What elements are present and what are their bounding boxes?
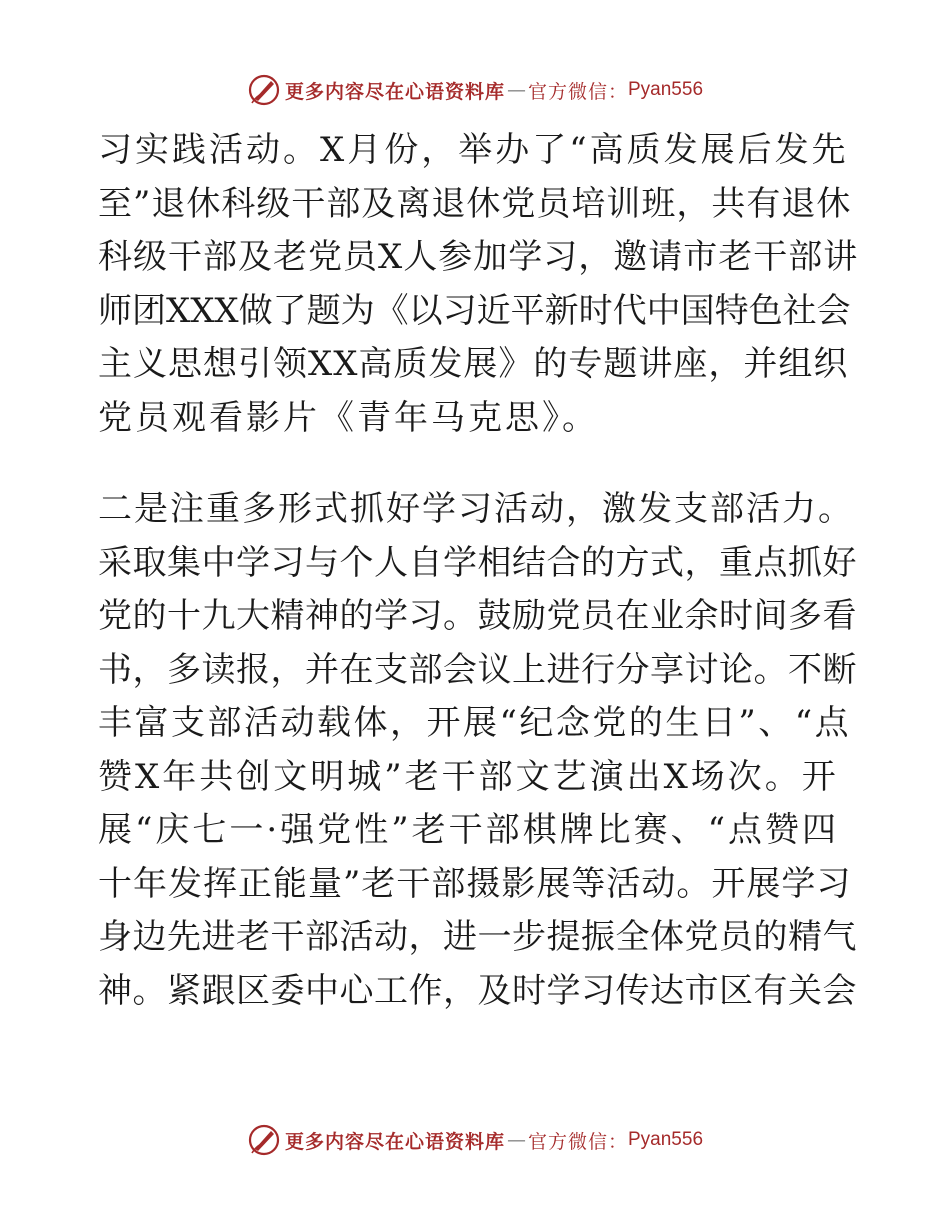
footer-banner bbox=[0, 1120, 950, 1160]
banner-wechat-label: 官方微信： bbox=[527, 80, 628, 103]
header-banner bbox=[0, 70, 950, 110]
text-line: 神。紧跟区委中心工作，及时学习传达市区有关会 bbox=[98, 970, 857, 1011]
quill-logo-icon bbox=[247, 73, 281, 107]
banner-title: 更多内容尽在心语资料库 bbox=[284, 1130, 505, 1153]
banner-separator: — bbox=[506, 79, 526, 101]
text-line: 党员观看影片《青年马克思》。 bbox=[98, 397, 599, 438]
banner-wechat-id: Pyan556 bbox=[628, 79, 704, 100]
text-line: 赞X年共创文明城”老干部文艺演出X场次。开 bbox=[98, 756, 839, 797]
text-line: 十年发挥正能量”老干部摄影展等活动。开展学习 bbox=[98, 863, 852, 904]
text-line: 丰富支部活动载体，开展“纪念党的生日”、“点 bbox=[98, 703, 852, 743]
banner-separator: — bbox=[506, 1129, 526, 1151]
text-line: 党的十九大精神的学习。鼓励党员在业余时间多看 bbox=[98, 596, 857, 636]
text-line: 采取集中学习与个人自学相结合的方式，重点抓好 bbox=[98, 542, 857, 583]
quill-logo-icon bbox=[247, 1123, 281, 1157]
text-line: 展“庆七一·强党性”老干部棋牌比赛、“点赞四 bbox=[98, 810, 839, 850]
text-line: 主义思想引领XX高质发展》的专题讲座，并组织 bbox=[98, 344, 849, 384]
text-line: 身边先进老干部活动，进一步提振全体党员的精气 bbox=[98, 917, 857, 957]
text-line: 科级干部及老党员X人参加学习，邀请市老干部讲 bbox=[98, 237, 859, 277]
text-line: 至”退休科级干部及离退休党员培训班，共有退休 bbox=[98, 183, 852, 224]
banner-wechat-label: 官方微信： bbox=[527, 1130, 628, 1153]
banner-wechat-id: Pyan556 bbox=[628, 1129, 704, 1150]
text-line: 习实践活动。X月份，举办了“高质发展后发先 bbox=[98, 130, 849, 170]
paragraph-1 bbox=[98, 124, 858, 445]
banner-title: 更多内容尽在心语资料库 bbox=[284, 80, 505, 103]
document-body bbox=[98, 124, 858, 1018]
text-line: 二是注重多形式抓好学习活动，激发支部活力。 bbox=[98, 489, 854, 529]
text-line: 师团XXX做了题为《以习近平新时代中国特色社会 bbox=[98, 290, 851, 331]
paragraph-2 bbox=[98, 483, 858, 1018]
paragraph-gap bbox=[98, 445, 858, 483]
text-line: 书，多读报，并在支部会议上进行分享讨论。不断 bbox=[98, 649, 857, 690]
